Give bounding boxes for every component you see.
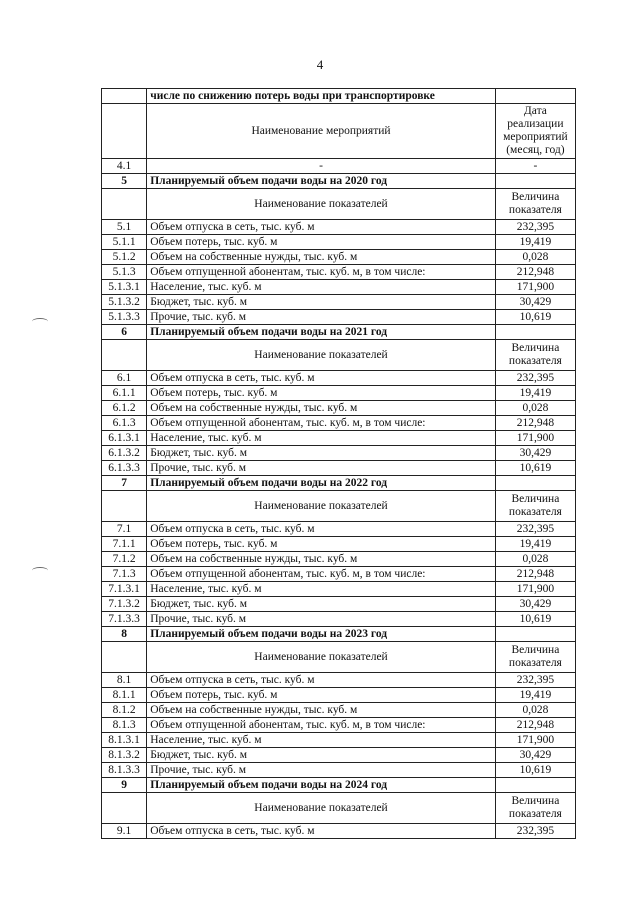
row-text: Объем отпуска в сеть, тыс. куб. м	[147, 371, 496, 386]
row-text: Объем отпуска в сеть, тыс. куб. м	[147, 673, 496, 688]
table-body	[102, 89, 576, 839]
row-value: 232,395	[495, 673, 575, 688]
row-value: 232,395	[495, 522, 575, 537]
row-value: 10,619	[495, 310, 575, 325]
row-number: 5.1.2	[102, 250, 147, 265]
section-number: 7	[102, 476, 147, 491]
row-text: Население, тыс. куб. м	[147, 582, 496, 597]
table-row	[102, 522, 576, 537]
row-value: 171,900	[495, 582, 575, 597]
row-number: 5.1.3	[102, 265, 147, 280]
row-text: Прочие, тыс. куб. м	[147, 612, 496, 627]
row-text: Объем потерь, тыс. куб. м	[147, 688, 496, 703]
row-text: Объем на собственные нужды, тыс. куб. м	[147, 250, 496, 265]
table-row	[102, 612, 576, 627]
row-value: 171,900	[495, 280, 575, 295]
table-row	[102, 824, 576, 839]
row-text: Объем потерь, тыс. куб. м	[147, 235, 496, 250]
row-number: 8.1	[102, 673, 147, 688]
table-header-row	[102, 104, 576, 159]
header-value: Величина показателя	[495, 642, 575, 673]
row-number	[102, 89, 147, 104]
row-number: 7.1.3.1	[102, 582, 147, 597]
row-number: 6.1.3.1	[102, 431, 147, 446]
table-row	[102, 310, 576, 325]
table-row	[102, 235, 576, 250]
row-text: Объем на собственные нужды, тыс. куб. м	[147, 703, 496, 718]
row-text: Объем потерь, тыс. куб. м	[147, 537, 496, 552]
table-header-row	[102, 189, 576, 220]
row-text: Население, тыс. куб. м	[147, 431, 496, 446]
row-value: 0,028	[495, 401, 575, 416]
table-row	[102, 688, 576, 703]
row-text: Прочие, тыс. куб. м	[147, 310, 496, 325]
row-value	[495, 325, 575, 340]
table-header-row	[102, 642, 576, 673]
table-row	[102, 280, 576, 295]
row-value: 212,948	[495, 567, 575, 582]
header-name: Наименование показателей	[147, 642, 496, 673]
row-text: Объем потерь, тыс. куб. м	[147, 386, 496, 401]
section-title-row	[102, 778, 576, 793]
row-value: 171,900	[495, 431, 575, 446]
row-number: 9.1	[102, 824, 147, 839]
row-number: 8.1.1	[102, 688, 147, 703]
row-number	[102, 642, 147, 673]
row-number: 5.1.3.3	[102, 310, 147, 325]
table-row	[102, 265, 576, 280]
table-row	[102, 567, 576, 582]
row-value	[495, 778, 575, 793]
row-number: 5.1.3.1	[102, 280, 147, 295]
table-header-row	[102, 793, 576, 824]
row-value: 232,395	[495, 824, 575, 839]
row-number: 8.1.3.3	[102, 763, 147, 778]
row-text: Прочие, тыс. куб. м	[147, 461, 496, 476]
row-value: 10,619	[495, 612, 575, 627]
row-text: Бюджет, тыс. куб. м	[147, 295, 496, 310]
section-title-row	[102, 325, 576, 340]
table-row	[102, 416, 576, 431]
row-value: 232,395	[495, 220, 575, 235]
header-value: Дата реализации мероприятий (месяц, год)	[495, 104, 575, 159]
row-value: 19,419	[495, 688, 575, 703]
row-value: 0,028	[495, 703, 575, 718]
row-value: 19,419	[495, 537, 575, 552]
row-value	[495, 89, 575, 104]
row-number: 6.1	[102, 371, 147, 386]
section-title: Планируемый объем подачи воды на 2021 год	[147, 325, 496, 340]
row-value: 30,429	[495, 597, 575, 612]
table-row	[102, 401, 576, 416]
row-number	[102, 189, 147, 220]
row-number: 7.1.1	[102, 537, 147, 552]
row-text: Бюджет, тыс. куб. м	[147, 446, 496, 461]
header-name: Наименование мероприятий	[147, 104, 496, 159]
table-row	[102, 250, 576, 265]
section-title-row	[102, 89, 576, 104]
margin-mark	[32, 567, 48, 574]
row-text: Объем отпуска в сеть, тыс. куб. м	[147, 824, 496, 839]
header-value: Величина показателя	[495, 340, 575, 371]
table-row	[102, 371, 576, 386]
table-row	[102, 748, 576, 763]
table-row	[102, 386, 576, 401]
table-row	[102, 582, 576, 597]
row-text: Население, тыс. куб. м	[147, 280, 496, 295]
section-title: Планируемый объем подачи воды на 2022 год	[147, 476, 496, 491]
row-value: 232,395	[495, 371, 575, 386]
row-number: 4.1	[102, 159, 147, 174]
table-row	[102, 431, 576, 446]
row-number: 8.1.3.2	[102, 748, 147, 763]
row-text: Население, тыс. куб. м	[147, 733, 496, 748]
row-number: 6.1.3.2	[102, 446, 147, 461]
row-number: 8.1.2	[102, 703, 147, 718]
section-title-row	[102, 476, 576, 491]
row-text: Бюджет, тыс. куб. м	[147, 597, 496, 612]
section-number: 5	[102, 174, 147, 189]
table-row	[102, 461, 576, 476]
row-number: 7.1.2	[102, 552, 147, 567]
row-value: 0,028	[495, 552, 575, 567]
table-row	[102, 763, 576, 778]
section-title: Планируемый объем подачи воды на 2020 год	[147, 174, 496, 189]
section-number: 6	[102, 325, 147, 340]
row-text: Объем на собственные нужды, тыс. куб. м	[147, 401, 496, 416]
row-value: 212,948	[495, 718, 575, 733]
row-number: 7.1	[102, 522, 147, 537]
table-header-row	[102, 491, 576, 522]
page-number: 4	[316, 57, 324, 72]
row-text: Объем отпуска в сеть, тыс. куб. м	[147, 522, 496, 537]
table-header-row	[102, 340, 576, 371]
table-row	[102, 220, 576, 235]
header-name: Наименование показателей	[147, 793, 496, 824]
row-value: 171,900	[495, 733, 575, 748]
table-row	[102, 703, 576, 718]
row-value	[495, 476, 575, 491]
indicators-table	[101, 88, 576, 839]
row-number: 8.1.3.1	[102, 733, 147, 748]
row-text: Объем на собственные нужды, тыс. куб. м	[147, 552, 496, 567]
table-row	[102, 718, 576, 733]
header-name: Наименование показателей	[147, 340, 496, 371]
row-value: 212,948	[495, 265, 575, 280]
row-value: 30,429	[495, 748, 575, 763]
row-value: 30,429	[495, 295, 575, 310]
row-number: 6.1.2	[102, 401, 147, 416]
row-number	[102, 104, 147, 159]
row-value: 10,619	[495, 763, 575, 778]
row-number: 6.1.3	[102, 416, 147, 431]
row-number	[102, 491, 147, 522]
row-number: 7.1.3.3	[102, 612, 147, 627]
row-text: Объем отпущенной абонентам, тыс. куб. м, в том числе:	[147, 567, 496, 582]
row-value: 19,419	[495, 235, 575, 250]
row-number: 5.1	[102, 220, 147, 235]
row-number: 5.1.1	[102, 235, 147, 250]
row-value: 212,948	[495, 416, 575, 431]
section-number: 8	[102, 627, 147, 642]
row-value	[495, 627, 575, 642]
section-title: числе по снижению потерь воды при транспортировке	[147, 89, 496, 104]
row-number	[102, 793, 147, 824]
header-name: Наименование показателей	[147, 491, 496, 522]
header-value: Величина показателя	[495, 793, 575, 824]
table-row	[102, 673, 576, 688]
header-value: Величина показателя	[495, 491, 575, 522]
row-number: 8.1.3	[102, 718, 147, 733]
header-value: Величина показателя	[495, 189, 575, 220]
table-row	[102, 552, 576, 567]
section-number: 9	[102, 778, 147, 793]
section-title-row	[102, 627, 576, 642]
header-name: Наименование показателей	[147, 189, 496, 220]
table-row	[102, 597, 576, 612]
row-number: 7.1.3	[102, 567, 147, 582]
row-value: 30,429	[495, 446, 575, 461]
table-row	[102, 159, 576, 174]
row-number: 6.1.3.3	[102, 461, 147, 476]
row-value: 10,619	[495, 461, 575, 476]
row-text: -	[147, 159, 496, 174]
section-title: Планируемый объем подачи воды на 2023 год	[147, 627, 496, 642]
row-number: 7.1.3.2	[102, 597, 147, 612]
table-row	[102, 733, 576, 748]
row-value: -	[495, 159, 575, 174]
row-text: Прочие, тыс. куб. м	[147, 763, 496, 778]
row-text: Бюджет, тыс. куб. м	[147, 748, 496, 763]
row-text: Объем отпуска в сеть, тыс. куб. м	[147, 220, 496, 235]
row-number	[102, 340, 147, 371]
table-row	[102, 446, 576, 461]
table-row	[102, 295, 576, 310]
margin-mark	[32, 318, 48, 325]
row-number: 5.1.3.2	[102, 295, 147, 310]
section-title-row	[102, 174, 576, 189]
section-title: Планируемый объем подачи воды на 2024 год	[147, 778, 496, 793]
row-number: 6.1.1	[102, 386, 147, 401]
row-text: Объем отпущенной абонентам, тыс. куб. м, в том числе:	[147, 718, 496, 733]
row-value	[495, 174, 575, 189]
table-row	[102, 537, 576, 552]
row-value: 0,028	[495, 250, 575, 265]
row-value: 19,419	[495, 386, 575, 401]
row-text: Объем отпущенной абонентам, тыс. куб. м, в том числе:	[147, 265, 496, 280]
row-text: Объем отпущенной абонентам, тыс. куб. м, в том числе:	[147, 416, 496, 431]
